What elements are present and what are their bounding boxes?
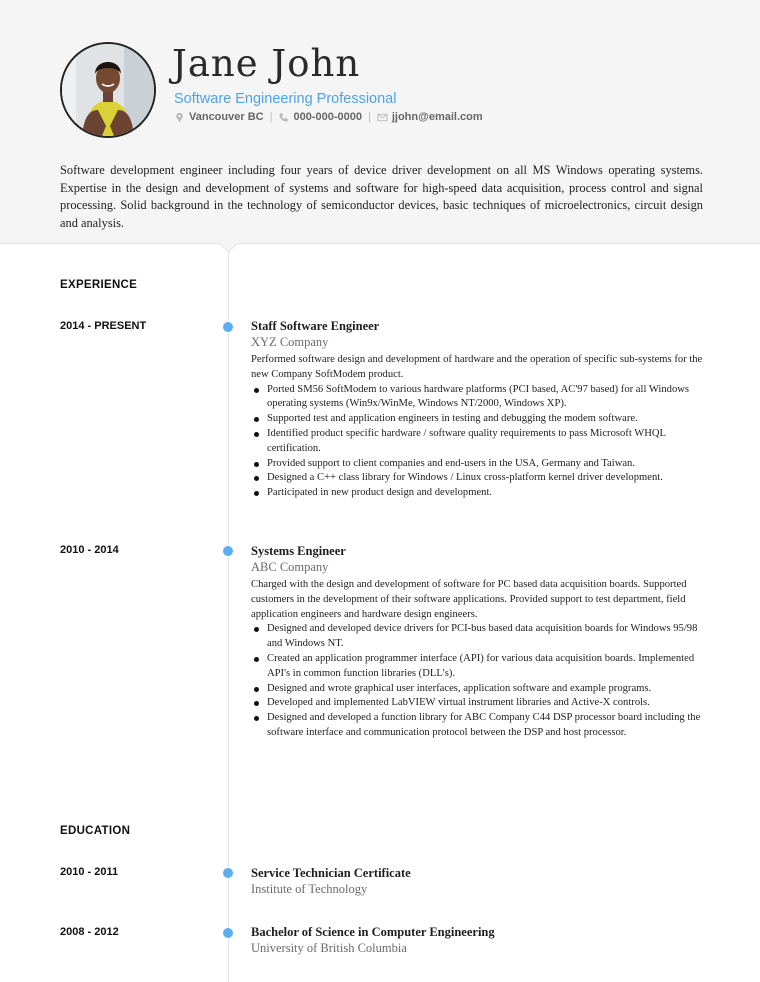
job-dates: 2014 - PRESENT: [60, 320, 147, 332]
job-entry: [251, 318, 706, 501]
job-bullets: [251, 622, 706, 740]
degree-title: Bachelor of Science in Computer Engineering: [251, 925, 495, 939]
job-role: Staff Software Engineer: [251, 319, 380, 333]
envelope-icon: [377, 112, 388, 123]
job-description: Performed software design and development of hardware and the operation of specific sub-systems for the new Company SoftModem product.: [251, 354, 703, 380]
candidate-name: Jane John: [172, 42, 361, 85]
school-name: Institute of Technology: [251, 882, 368, 896]
job-description: Charged with the design and development of software for PC based data acquisition boards. Supported customers in the development of their software applications. Provided support to test department, field application engineers and hardware design engineers.: [251, 579, 687, 620]
email-text[interactable]: jjohn@email.com: [391, 111, 483, 123]
list-item: Ported SM56 SoftModem to various hardware platforms (PCI based, AC'97 based) for all Windows operating systems (Win9x/WinMe, Windows NT/2000, Windows XP).: [251, 383, 706, 413]
timeline-dot: [223, 322, 233, 332]
timeline-notch: [219, 243, 238, 253]
map-pin-icon: [174, 112, 185, 123]
job-entry: [251, 543, 706, 741]
list-item: Participated in new product design and development.: [251, 486, 706, 501]
list-item: Supported test and application engineers in testing and debugging the modem software.: [251, 412, 706, 427]
timeline-dot: [223, 928, 233, 938]
timeline-dot: [223, 868, 233, 878]
timeline-dot: [223, 546, 233, 556]
list-item: Designed and developed a function library for ABC Company C44 DSP processor board including the software interface and communication protocol between the DSP and host processor.: [251, 711, 706, 741]
profile-photo: [60, 42, 156, 138]
profile-summary: Software development engineer including four years of device driver development on all MS Windows operating systems. Expertise in the design and development of systems and software for high-speed data acquisition, process control and signal processing. Solid background in the technology of semiconductor devices, basic techniques of microelectronics, circuit design and analysis.: [60, 163, 703, 230]
education-dates: 2008 - 2012: [60, 926, 119, 938]
education-entry: [251, 924, 706, 959]
location-text: Vancouver BC: [189, 111, 264, 123]
list-item: Provided support to client companies and end-users in the USA, Germany and Taiwan.: [251, 457, 706, 472]
divider: |: [269, 111, 273, 123]
job-company: XYZ Company: [251, 335, 329, 349]
education-dates: 2010 - 2011: [60, 866, 119, 878]
list-item: Designed and wrote graphical user interfaces, application software and example programs.: [251, 682, 706, 697]
degree-title: Service Technician Certificate: [251, 866, 411, 880]
job-role: Systems Engineer: [251, 544, 346, 558]
phone-text: 000-000-0000: [293, 111, 362, 123]
person-avatar-icon: [62, 44, 154, 136]
list-item: Designed and developed device drivers for PCI-bus based data acquisition boards for Windows 95/98 and Windows NT.: [251, 622, 706, 652]
job-bullets: [251, 383, 706, 501]
job-dates: 2010 - 2014: [60, 544, 119, 556]
job-company: ABC Company: [251, 560, 329, 574]
contact-info: [174, 111, 483, 123]
list-item: Developed and implemented LabVIEW virtual instrument libraries and Active-X controls.: [251, 696, 706, 711]
school-name: University of British Columbia: [251, 941, 407, 955]
education-heading: EDUCATION: [60, 825, 131, 837]
phone-icon: [278, 112, 289, 123]
education-entry: [251, 865, 706, 900]
candidate-title: Software Engineering Professional: [174, 91, 397, 107]
list-item: Designed a C++ class library for Windows / Linux cross-platform kernel driver development.: [251, 471, 706, 486]
list-item: Created an application programmer interface (API) for various data acquisition boards. Implemented API's in common function libraries (DLL's).: [251, 652, 706, 682]
list-item: Identified product specific hardware / software quality requirements to pass Microsoft WHQL certification.: [251, 427, 706, 457]
divider: |: [367, 111, 371, 123]
resume-header: [0, 0, 760, 244]
experience-heading: EXPERIENCE: [60, 279, 138, 291]
